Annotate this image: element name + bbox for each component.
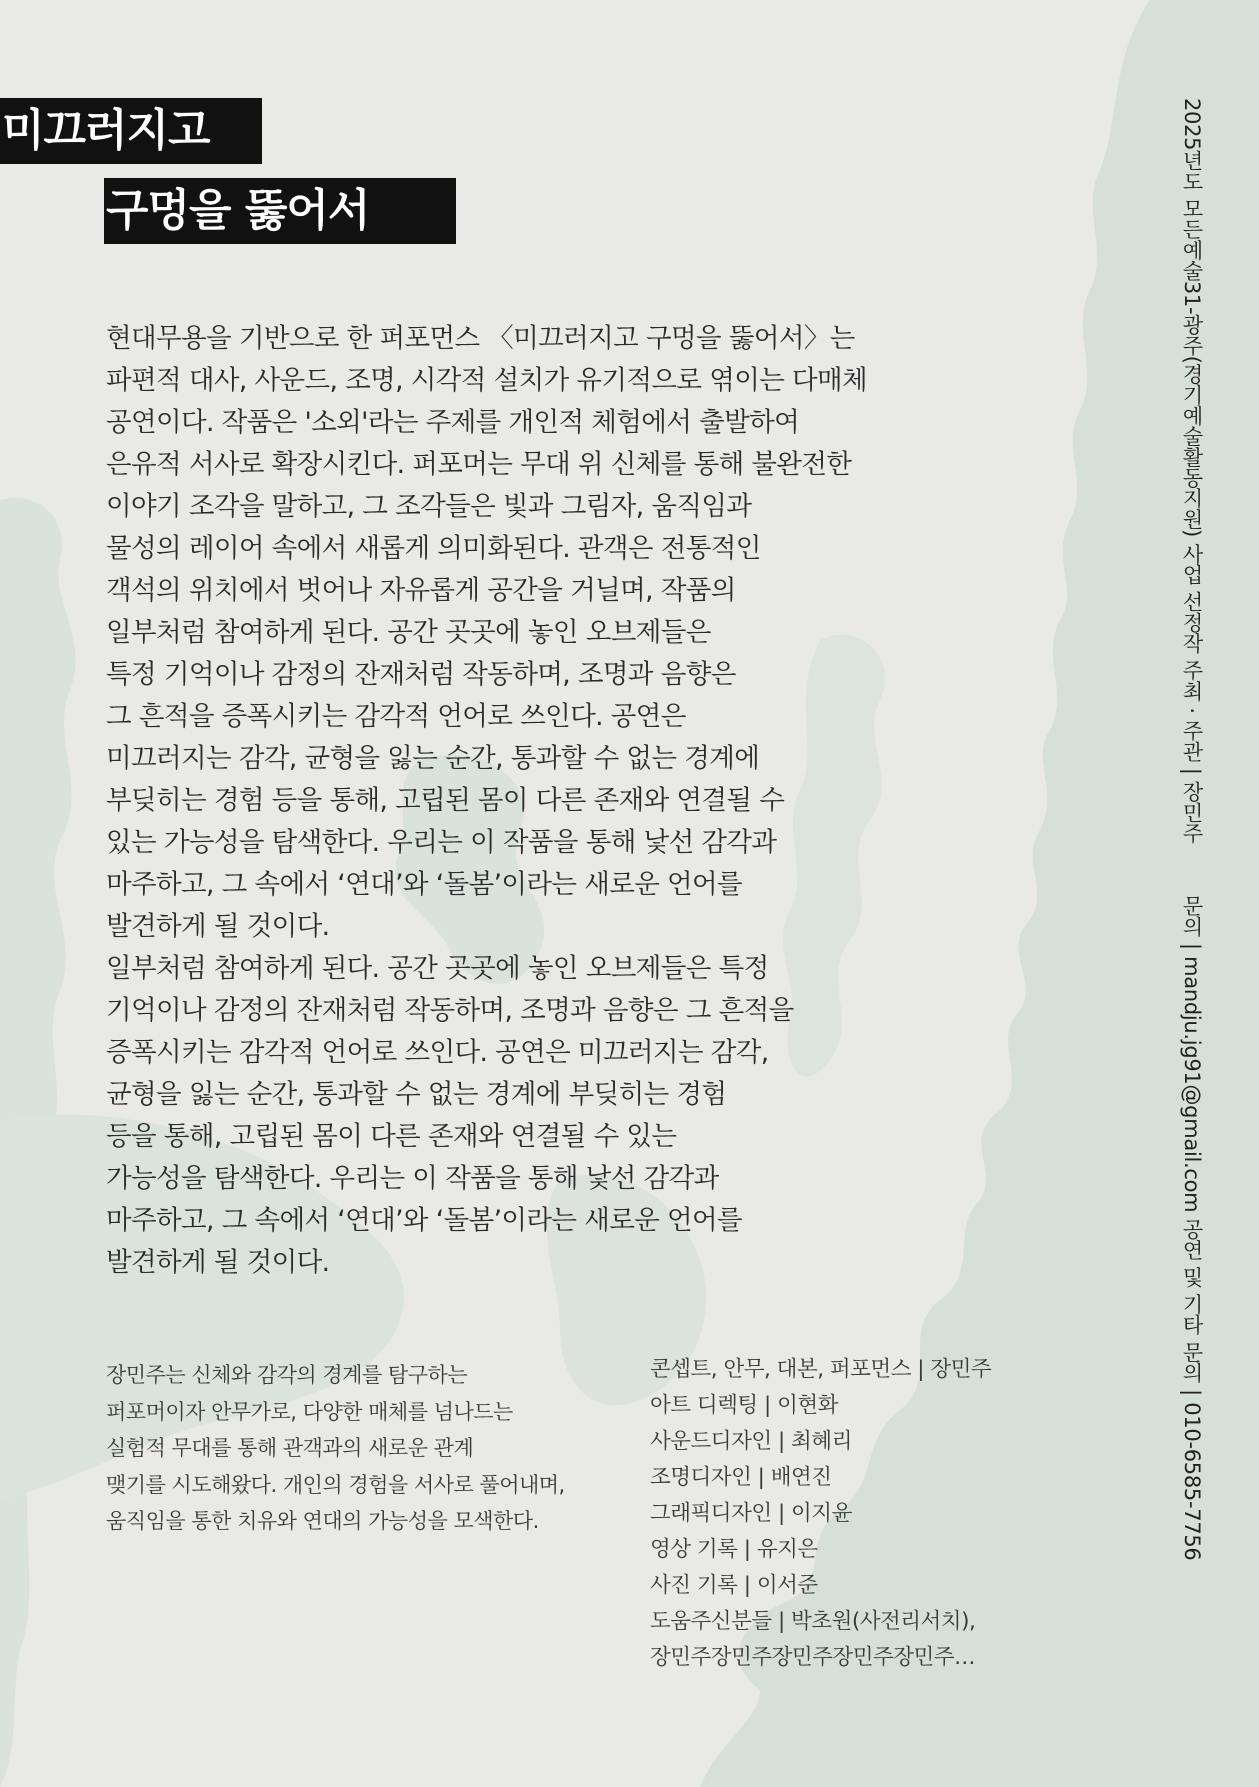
- credit-item: 콘셉트, 안무, 대본, 퍼포먼스 | 장민주: [650, 1357, 992, 1382]
- bio-line: 장민주는 신체와 감각의 경계를 탐구하는: [106, 1363, 468, 1387]
- credit-item: 사진 기록 | 이서준: [650, 1573, 818, 1598]
- body-line: 기억이나 감정의 잔재처럼 작동하며, 조명과 음향은 그 흔적을: [106, 995, 794, 1026]
- body-line: 그 흔적을 증폭시키는 감각적 언어로 쓰인다. 공연은: [106, 701, 686, 732]
- artist-bio: [106, 1357, 646, 1540]
- body-line: 부딪히는 경험 등을 통해, 고립된 몸이 다른 존재와 연결될 수: [106, 785, 785, 816]
- credit-item: 장민주장민주장민주장민주장민주…: [650, 1645, 976, 1670]
- credit-item: 조명디자인 | 배연진: [650, 1465, 832, 1490]
- body-line: 마주하고, 그 속에서 ‘연대’와 ‘돌봄’이라는 새로운 언어를: [106, 869, 743, 900]
- body-line: 미끄러지는 감각, 균형을 잃는 순간, 통과할 수 없는 경계에: [106, 743, 760, 774]
- bio-line: 퍼포머이자 안무가로, 다양한 매체를 넘나드는: [106, 1399, 513, 1424]
- credit-item: 그래픽디자인 | 이지윤: [650, 1501, 852, 1526]
- body-line: 증폭시키는 감각적 언어로 쓰인다. 공연은 미끄러지는 감각,: [106, 1037, 769, 1068]
- body-line: 공연이다. 작품은 '소외'라는 주제를 개인적 체험에서 출발하여: [106, 407, 800, 438]
- body-line: 발견하게 될 것이다.: [106, 1247, 330, 1278]
- side-info-vertical: [1172, 98, 1212, 1561]
- body-line: 일부처럼 참여하게 된다. 공간 곳곳에 놓인 오브제들은 특정: [106, 953, 769, 984]
- body-line: 현대무용을 기반으로 한 퍼포먼스 〈미끄러지고 구멍을 뚫어서〉는: [106, 323, 855, 354]
- body-line: 객석의 위치에서 벗어나 자유롭게 공간을 거닐며, 작품의: [106, 575, 736, 606]
- bio-line: 맺기를 시도해왔다. 개인의 경험을 서사로 풀어내며,: [106, 1472, 565, 1497]
- body-line: 이야기 조각을 말하고, 그 조각들은 빛과 그림자, 움직임과: [106, 491, 752, 522]
- body-line: 가능성을 탐색한다. 우리는 이 작품을 통해 낯선 감각과: [106, 1163, 719, 1194]
- bio-line: 움직임을 통한 치유와 연대의 가능성을 모색한다.: [106, 1509, 539, 1533]
- bio-line: 실험적 무대를 통해 관객과의 새로운 관계: [106, 1436, 474, 1460]
- body-line: 파편적 대사, 사운드, 조명, 시각적 설치가 유기적으로 엮이는 다매체: [106, 365, 868, 396]
- body-line: 특정 기억이나 감정의 잔재처럼 작동하며, 조명과 음향은: [106, 659, 736, 690]
- title-line-2: 구멍을 뚫어서: [104, 178, 456, 244]
- body-paragraph: [106, 318, 926, 1284]
- body-line: 일부처럼 참여하게 된다. 공간 곳곳에 놓인 오브제들은: [106, 617, 711, 648]
- body-line: 마주하고, 그 속에서 ‘연대’와 ‘돌봄’이라는 새로운 언어를: [106, 1205, 743, 1236]
- body-line: 발견하게 될 것이다.: [106, 911, 330, 942]
- body-line: 등을 통해, 고립된 몸이 다른 존재와 연결될 수 있는: [106, 1121, 677, 1152]
- side-organizer-line: 2025년도 모든예술31-광주(경기예술활동지원) 사업 선정작 주최 · 주관 | 장민주: [1180, 98, 1204, 844]
- title-line-1: 미끄러지고: [0, 98, 262, 164]
- credit-item: 사운드디자인 | 최혜리: [650, 1429, 852, 1454]
- credits-list: [650, 1352, 1050, 1676]
- body-line: 균형을 잃는 순간, 통과할 수 없는 경계에 부딪히는 경험: [106, 1079, 727, 1110]
- body-line: 은유적 서사로 확장시킨다. 퍼포머는 무대 위 신체를 통해 불완전한: [106, 449, 852, 480]
- side-contact-line: 문의 | mandju.jg91@gmail.com 공연 및 기타 문의 | 010-6585-7756: [1180, 895, 1204, 1561]
- body-line: 있는 가능성을 탐색한다. 우리는 이 작품을 통해 낯선 감각과: [106, 827, 777, 858]
- credit-item: 도움주신분들 | 박초원(사전리서치),: [650, 1609, 976, 1634]
- credit-item: 아트 디렉팅 | 이현화: [650, 1393, 838, 1418]
- body-line: 물성의 레이어 속에서 새롭게 의미화된다. 관객은 전통적인: [106, 533, 761, 564]
- credit-item: 영상 기록 | 유지은: [650, 1537, 818, 1562]
